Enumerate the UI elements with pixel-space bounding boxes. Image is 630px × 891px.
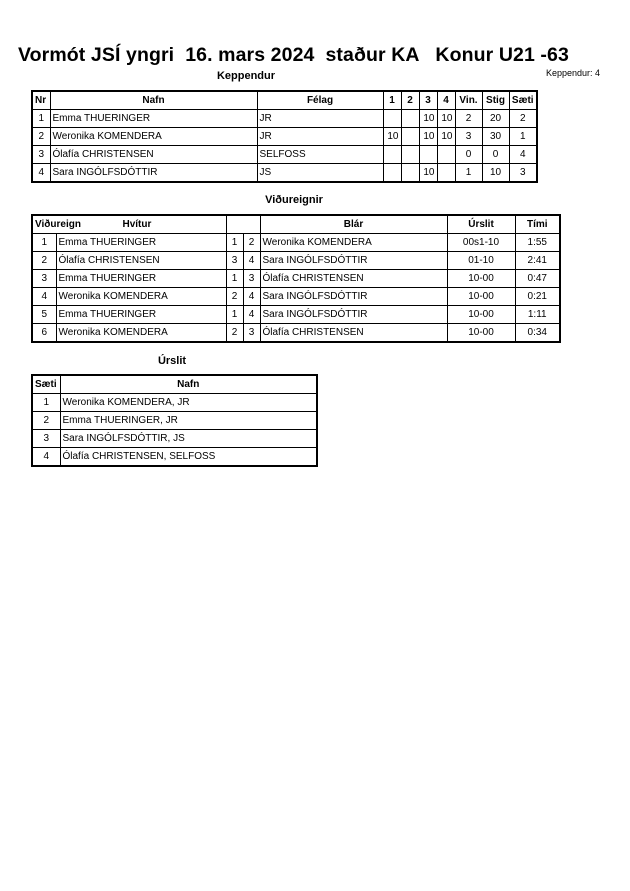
match-blue-no: 3: [243, 270, 260, 288]
competitors-count: Keppendur: 4: [545, 68, 600, 78]
match-blue-no: 4: [243, 288, 260, 306]
competitor-points: 10: [482, 164, 509, 183]
competitor-round2: [401, 146, 419, 164]
competitor-round4: [437, 164, 455, 183]
match-time: 0:47: [515, 270, 560, 288]
competitor-name: Sara INGÓLFSDÓTTIR: [50, 164, 257, 183]
table-row: [32, 324, 560, 343]
competitors-header-row: [32, 91, 537, 110]
result-place: 2: [32, 412, 60, 430]
results-header-row: [32, 375, 317, 394]
result-name: Emma THUERINGER, JR: [60, 412, 317, 430]
col-place-header: Sæti: [509, 91, 537, 110]
match-result: 00s1-10: [447, 234, 515, 252]
match-time: 1:11: [515, 306, 560, 324]
match-white-no: 3: [226, 252, 243, 270]
match-white-no: 2: [226, 324, 243, 343]
col-time-header: Tími: [515, 215, 560, 234]
match-white-no: 1: [226, 306, 243, 324]
competitor-round4: 10: [437, 128, 455, 146]
table-row: [32, 288, 560, 306]
results-heading: Úrslit: [157, 355, 187, 367]
match-blue: Ólafía CHRISTENSEN: [260, 270, 447, 288]
col-points-header: Stig: [482, 91, 509, 110]
match-result: 01-10: [447, 252, 515, 270]
match-result: 10-00: [447, 288, 515, 306]
competitor-nr: 1: [32, 110, 50, 128]
match-time: 0:21: [515, 288, 560, 306]
competitor-nr: 3: [32, 146, 50, 164]
match-blue: Sara INGÓLFSDÓTTIR: [260, 306, 447, 324]
competitor-name: Weronika KOMENDERA: [50, 128, 257, 146]
competitor-round2: [401, 110, 419, 128]
col-wins-header: Vin.: [455, 91, 482, 110]
competitor-place: 3: [509, 164, 537, 183]
match-blue: Sara INGÓLFSDÓTTIR: [260, 252, 447, 270]
matches-heading: Viðureignir: [265, 194, 323, 206]
competitors-table: [31, 90, 538, 183]
table-row: [32, 110, 537, 128]
match-blue-no: 4: [243, 252, 260, 270]
match-nr: 4: [32, 288, 56, 306]
competitor-round2: [401, 164, 419, 183]
competitor-round3: [419, 146, 437, 164]
table-row: [32, 146, 537, 164]
table-row: [32, 164, 537, 183]
matches-table: [31, 214, 561, 343]
result-name: Ólafía CHRISTENSEN, SELFOSS: [60, 448, 317, 467]
match-white: Ólafía CHRISTENSEN: [56, 252, 226, 270]
results-table: [31, 374, 318, 467]
col-club-header: Félag: [257, 91, 383, 110]
match-blue-no: 3: [243, 324, 260, 343]
competitor-place: 2: [509, 110, 537, 128]
competitor-wins: 3: [455, 128, 482, 146]
col-round4-header: 4: [437, 91, 455, 110]
match-nr: 1: [32, 234, 56, 252]
page-title: Vormót JSÍ yngri 16. mars 2024 staður KA Konur U21 -63: [18, 44, 569, 66]
col-match-header: [32, 215, 226, 234]
col-match-label: Viðureign: [35, 218, 81, 230]
match-nr: 3: [32, 270, 56, 288]
table-row: [32, 412, 317, 430]
result-name: Sara INGÓLFSDÓTTIR, JS: [60, 430, 317, 448]
table-row: [32, 394, 317, 412]
result-place: 1: [32, 394, 60, 412]
competitor-round3: 10: [419, 128, 437, 146]
match-white: Emma THUERINGER: [56, 306, 226, 324]
competitor-place: 1: [509, 128, 537, 146]
competitor-club: SELFOSS: [257, 146, 383, 164]
match-result: 10-00: [447, 306, 515, 324]
match-white-no: 2: [226, 288, 243, 306]
match-result: 10-00: [447, 270, 515, 288]
col-round2-header: 2: [401, 91, 419, 110]
col-round3-header: 3: [419, 91, 437, 110]
col-nr-header: Nr: [32, 91, 50, 110]
competitors-heading: Keppendur: [216, 70, 276, 82]
competitor-wins: 2: [455, 110, 482, 128]
competitor-club: JS: [257, 164, 383, 183]
col-result-header: Úrslit: [447, 215, 515, 234]
col-white-label: Hvítur: [122, 218, 152, 230]
competitor-nr: 4: [32, 164, 50, 183]
match-time: 0:34: [515, 324, 560, 343]
competitor-wins: 1: [455, 164, 482, 183]
table-row: [32, 306, 560, 324]
competitor-name: Emma THUERINGER: [50, 110, 257, 128]
match-blue-no: 2: [243, 234, 260, 252]
competitor-name: Ólafía CHRISTENSEN: [50, 146, 257, 164]
match-blue-no: 4: [243, 306, 260, 324]
col-round1-header: 1: [383, 91, 401, 110]
result-place: 3: [32, 430, 60, 448]
competitor-round4: 10: [437, 110, 455, 128]
competitor-round1: [383, 146, 401, 164]
competitor-wins: 0: [455, 146, 482, 164]
competitor-points: 0: [482, 146, 509, 164]
competitor-round1: [383, 164, 401, 183]
match-nr: 5: [32, 306, 56, 324]
match-white: Weronika KOMENDERA: [56, 324, 226, 343]
result-place: 4: [32, 448, 60, 467]
competitor-round4: [437, 146, 455, 164]
match-time: 2:41: [515, 252, 560, 270]
match-nr: 6: [32, 324, 56, 343]
competitor-club: JR: [257, 110, 383, 128]
competitor-round1: [383, 110, 401, 128]
competitor-points: 30: [482, 128, 509, 146]
table-row: [32, 448, 317, 467]
table-row: [32, 252, 560, 270]
match-blue: Sara INGÓLFSDÓTTIR: [260, 288, 447, 306]
col-name-header: Nafn: [50, 91, 257, 110]
result-name: Weronika KOMENDERA, JR: [60, 394, 317, 412]
match-white: Emma THUERINGER: [56, 234, 226, 252]
match-white-no: 1: [226, 234, 243, 252]
competitor-place: 4: [509, 146, 537, 164]
table-row: [32, 128, 537, 146]
table-row: [32, 270, 560, 288]
competitor-nr: 2: [32, 128, 50, 146]
match-blue: Weronika KOMENDERA: [260, 234, 447, 252]
competitor-round2: [401, 128, 419, 146]
match-time: 1:55: [515, 234, 560, 252]
table-row: [32, 430, 317, 448]
match-nr: 2: [32, 252, 56, 270]
col-blue-header: Blár: [260, 215, 447, 234]
table-row: [32, 234, 560, 252]
match-blue: Ólafía CHRISTENSEN: [260, 324, 447, 343]
col-name-header: Nafn: [60, 375, 317, 394]
match-result: 10-00: [447, 324, 515, 343]
competitor-round1: 10: [383, 128, 401, 146]
competitor-club: JR: [257, 128, 383, 146]
match-white: Emma THUERINGER: [56, 270, 226, 288]
competitor-points: 20: [482, 110, 509, 128]
matches-header-row: [32, 215, 560, 234]
col-place-header: Sæti: [32, 375, 60, 394]
competitor-round3: 10: [419, 164, 437, 183]
match-white-no: 1: [226, 270, 243, 288]
competitor-round3: 10: [419, 110, 437, 128]
match-white: Weronika KOMENDERA: [56, 288, 226, 306]
